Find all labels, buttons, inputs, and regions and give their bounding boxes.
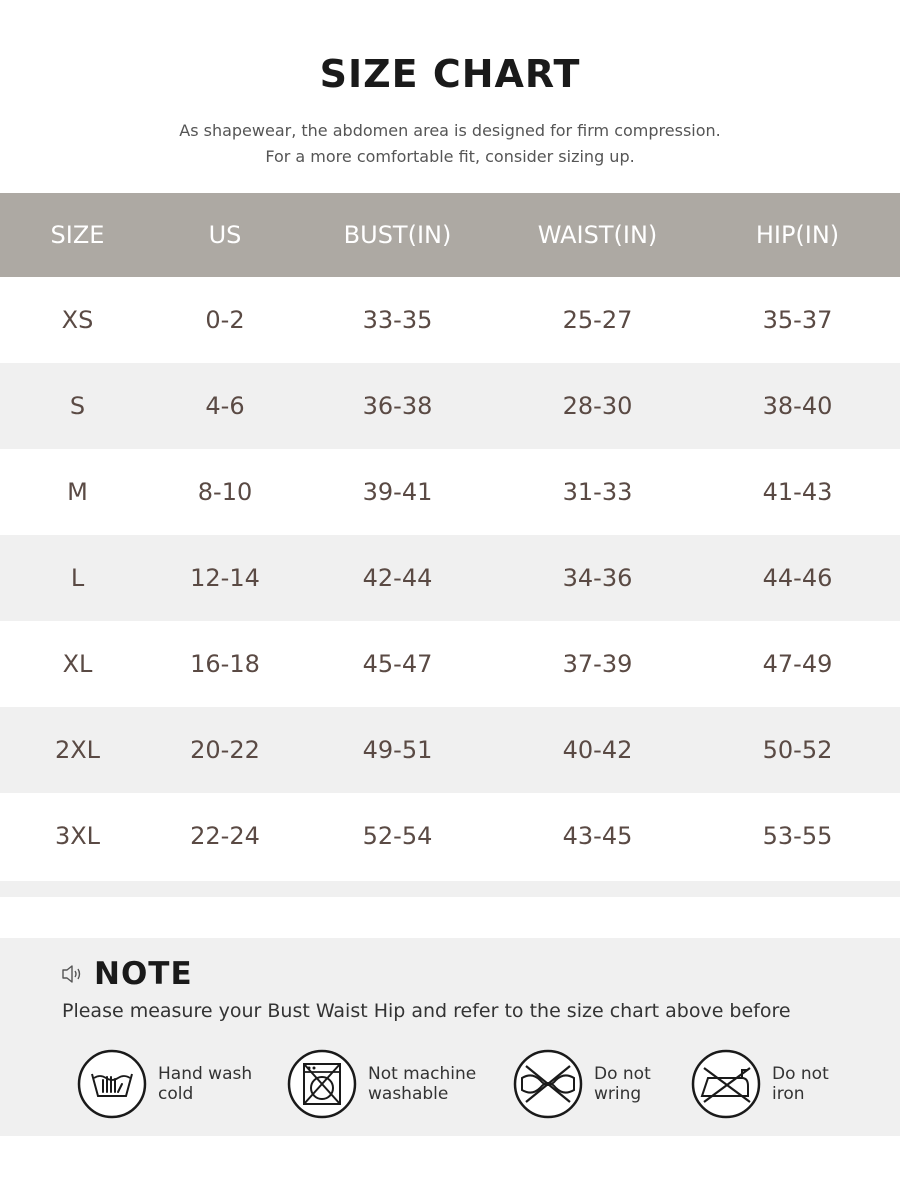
cell-size: XL <box>62 650 93 678</box>
cell-bust: 49-51 <box>362 736 433 764</box>
no-machine-wash-icon <box>286 1048 358 1120</box>
care-item-hand-wash <box>76 1048 288 1120</box>
care-label <box>772 1064 900 1104</box>
speaker-icon <box>60 961 86 987</box>
care-label-line: wring <box>594 1084 642 1104</box>
cell-size: 3XL <box>54 822 101 850</box>
page-title: SIZE CHART <box>319 52 581 96</box>
subtitle <box>0 118 900 170</box>
care-label-line: Do not <box>772 1064 829 1084</box>
cell-waist: 31-33 <box>562 478 633 506</box>
cell-bust: 52-54 <box>362 822 433 850</box>
table-row <box>0 363 900 449</box>
hand-wash-icon <box>76 1048 148 1120</box>
cell-us: 0-2 <box>205 306 245 334</box>
cell-bust: 36-38 <box>362 392 433 420</box>
cell-waist: 43-45 <box>562 822 633 850</box>
cell-hip: 53-55 <box>762 822 833 850</box>
note-title: NOTE <box>94 956 193 992</box>
care-instructions <box>0 1048 900 1124</box>
table-row <box>0 535 900 621</box>
table-row <box>0 277 900 363</box>
cell-bust: 33-35 <box>362 306 433 334</box>
care-label-line: Hand wash <box>158 1064 253 1084</box>
cell-us: 16-18 <box>190 650 260 678</box>
care-label-line: cold <box>158 1084 194 1104</box>
cell-waist: 25-27 <box>562 306 633 334</box>
subtitle-line-1: As shapewear, the abdomen area is designed for firm compression. <box>179 121 721 140</box>
cell-hip: 38-40 <box>762 392 833 420</box>
care-item-do-not-iron <box>690 1048 900 1120</box>
care-item-no-machine-wash <box>286 1048 498 1120</box>
table-header-row <box>0 193 900 277</box>
table-row <box>0 449 900 535</box>
cell-us: 8-10 <box>197 478 253 506</box>
care-label-line: Not machine <box>368 1064 477 1084</box>
cell-size: XS <box>61 306 94 334</box>
care-label-line: washable <box>368 1084 449 1104</box>
cell-size: 2XL <box>54 736 101 764</box>
cell-hip: 44-46 <box>762 564 833 592</box>
column-header-waist: WAIST(IN) <box>537 221 658 249</box>
table-bottom-strip <box>0 881 900 897</box>
cell-size: S <box>69 392 86 420</box>
care-label <box>158 1064 288 1104</box>
cell-us: 22-24 <box>190 822 260 850</box>
cell-us: 20-22 <box>190 736 260 764</box>
column-header-size: SIZE <box>50 221 105 249</box>
do-not-iron-icon <box>690 1048 762 1120</box>
cell-hip: 50-52 <box>762 736 833 764</box>
table-row <box>0 707 900 793</box>
cell-us: 12-14 <box>190 564 260 592</box>
cell-bust: 39-41 <box>362 478 433 506</box>
cell-waist: 28-30 <box>562 392 633 420</box>
size-table <box>0 193 900 879</box>
cell-bust: 42-44 <box>362 564 433 592</box>
care-label <box>368 1064 498 1104</box>
cell-us: 4-6 <box>205 392 245 420</box>
cell-hip: 47-49 <box>762 650 833 678</box>
table-row <box>0 621 900 707</box>
note-header <box>60 956 193 992</box>
cell-hip: 35-37 <box>762 306 833 334</box>
cell-waist: 34-36 <box>562 564 633 592</box>
table-row <box>0 793 900 879</box>
note-text: Please measure your Bust Waist Hip and refer to the size chart above before <box>62 1000 791 1022</box>
note-panel <box>0 938 900 1136</box>
subtitle-line-2: For a more comfortable fit, consider sizing up. <box>265 147 635 166</box>
cell-size: M <box>67 478 88 506</box>
cell-waist: 40-42 <box>562 736 633 764</box>
do-not-wring-icon <box>512 1048 584 1120</box>
column-header-hip: HIP(IN) <box>755 221 840 249</box>
cell-bust: 45-47 <box>362 650 433 678</box>
care-label-line: iron <box>772 1084 805 1104</box>
column-header-us: US <box>208 221 242 249</box>
column-header-bust: BUST(IN) <box>343 221 452 249</box>
cell-size: L <box>70 564 85 592</box>
cell-waist: 37-39 <box>562 650 633 678</box>
care-label-line: Do not <box>594 1064 651 1084</box>
cell-hip: 41-43 <box>762 478 833 506</box>
